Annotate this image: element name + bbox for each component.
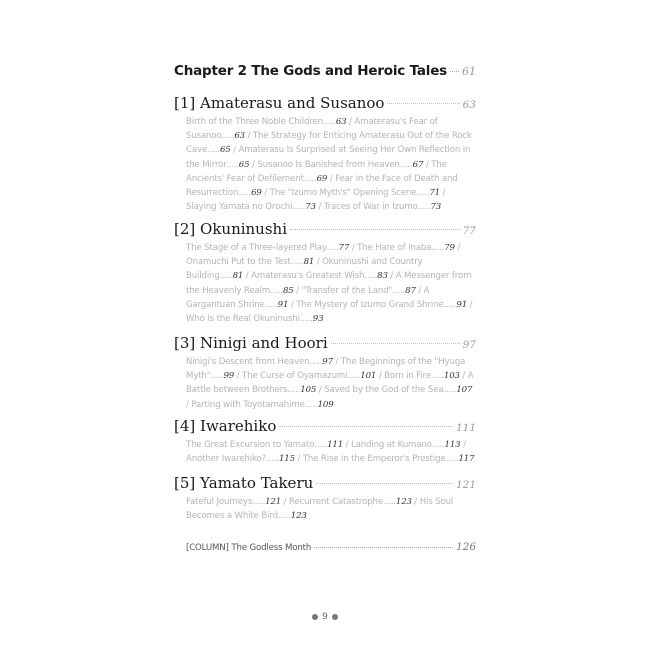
toc-section-5	[174, 474, 476, 523]
section-page-number: 63	[462, 99, 476, 111]
chapter-title: Chapter 2 The Gods and Heroic Tales	[174, 63, 447, 79]
toc-section-4	[174, 417, 476, 466]
section-page-number: 97	[462, 339, 476, 351]
dot-leader	[290, 229, 460, 230]
dot-leader	[331, 343, 460, 344]
dot-leader	[279, 426, 453, 427]
section-title: [5] Yamato Takeru	[174, 474, 314, 492]
column-page-number: 126	[455, 541, 476, 553]
page-number: 9	[322, 612, 328, 622]
section-title: [4] Iwarehiko	[174, 417, 277, 435]
section-title: [2] Okuninushi	[174, 220, 287, 238]
dot-leader	[316, 483, 453, 484]
section-subtopics: Birth of the Three Noble Children.....63 / Amaterasu's Fear of Susanoo.....63 / The Strategy for Enticing Amaterasu Out of the Rock Cave.....65 / Amaterasu Is Surprised at Seeing Her Own Reflection in the Mirror.....65 / Susanoo Is Banished from Heaven.....67 / The Ancients' Fear of Defilement.....69 / Fear in the Face of Death and Resurrection.....69 / The "Izumo Myth's" Opening Scene.....71 / Slaying Yamata no Orochi.....73 / Traces of War in Izumo.....73	[186, 117, 472, 213]
section-page-number: 111	[455, 422, 476, 434]
section-subtopics: The Great Excursion to Yamato.....111 / Landing at Kumano.....113 / Another Iwarehiko?.....115 / The Rise in the Emperor's Prestige.....117	[186, 440, 475, 465]
chapter-page-number: 61	[462, 65, 476, 78]
dot-leader	[387, 103, 459, 104]
section-subtopics: Ninigi's Descent from Heaven.....97 / The Beginnings of the "Hyuga Myth".....99 / The Curse of Oyamazumi.....101 / Born in Fire.....103 / A Battle between Brothers.....105 / Saved by the God of the Sea.....107 / Parting with Toyotamahime.....109	[186, 357, 474, 410]
section-title: [1] Amaterasu and Susanoo	[174, 94, 385, 112]
column-title: [COLUMN] The Godless Month	[186, 543, 312, 553]
toc-section-1	[174, 94, 476, 214]
section-subtopics: The Stage of a Three-layered Play.....77 / The Hare of Inaba.....79 / Onamuchi Put to the Test.....81 / Okuninushi and Country Building.....81 / Amaterasu's Greatest Wish.....83 / A Messenger from the Heavenly Realm.....85 / "Transfer of the Land".....87 / A Gargantuan Shrine.....91 / The Mystery of Izumo Grand Shrine.....91 / Who Is the Real Okuninushi.....93	[186, 243, 473, 325]
dot-leader	[314, 547, 453, 548]
toc-section-3	[174, 334, 476, 412]
section-page-number: 121	[455, 479, 476, 491]
section-page-number: 77	[462, 225, 476, 237]
toc-section-2	[174, 220, 476, 326]
section-heading	[174, 417, 476, 435]
section-heading	[174, 334, 476, 352]
section-heading	[174, 94, 476, 112]
section-heading	[174, 474, 476, 492]
dot-ornament	[332, 614, 338, 620]
section-heading	[174, 220, 476, 238]
column-entry	[186, 541, 476, 553]
dot-leader	[450, 71, 459, 72]
chapter-heading	[174, 63, 476, 79]
section-title: [3] Ninigi and Hoori	[174, 334, 328, 352]
page-number-footer	[0, 612, 650, 622]
section-subtopics: Fateful Journeys.....121 / Recurrent Catastrophe.....123 / His Soul Becomes a White Bird.....123	[186, 497, 454, 522]
dot-ornament	[312, 614, 318, 620]
